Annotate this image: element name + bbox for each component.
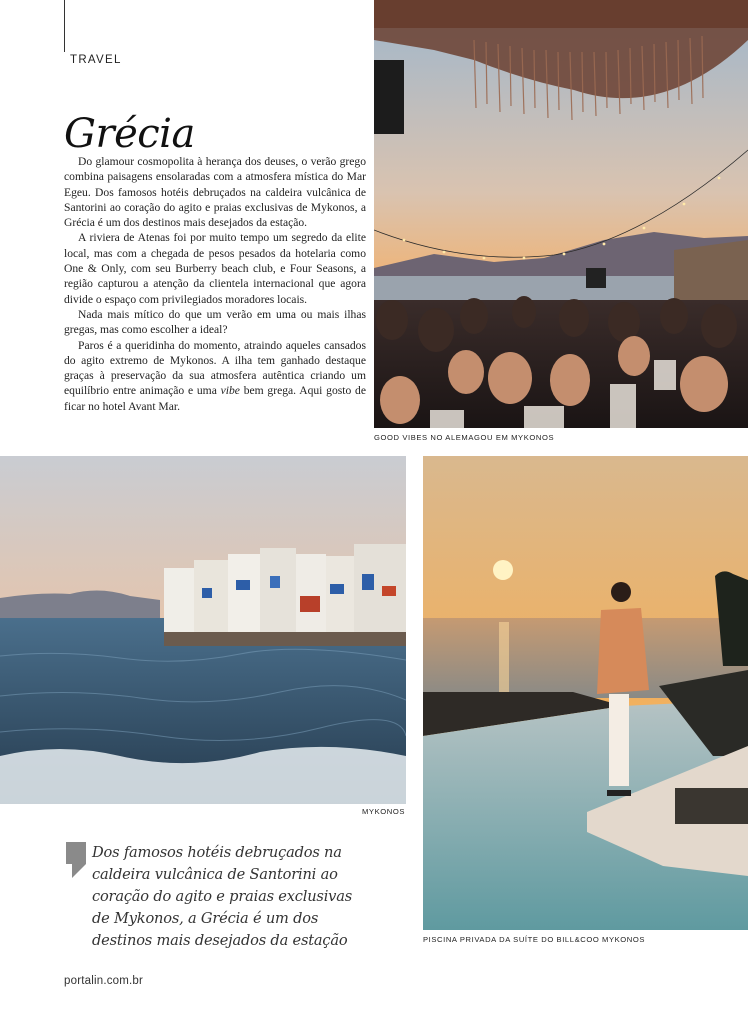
party-caption: GOOD VIBES NO ALEMAGOU EM MYKONOS xyxy=(374,433,555,442)
paragraph-text: Paros é a queridinha do momento, atraindo aqueles cansados do agito extremo de Mykonos. A ilha tem ganhado destaque graças à preservação da sua atmosfera autêntica criando um equilíbrio entre animação e uma xyxy=(64,338,366,398)
mykonos-caption: MYKONOS xyxy=(362,807,406,816)
paragraph: A riviera de Atenas foi por muito tempo um segredo da elite local, mas com a chegada de pesos pesados da hotelaria como One & Only, com seu Burberry beach club, e Four Seasons, a região capturou a atenção da clientela internacional que agora divide o espaço com privilegiados moradores locais. xyxy=(64,231,366,306)
article-body xyxy=(64,154,366,414)
mykonos-photo xyxy=(0,456,406,804)
pool-photo xyxy=(423,456,748,930)
paragraph: Nada mais mítico do que um verão em uma ou mais ilhas gregas, mas como escolher a ideal? xyxy=(64,307,366,337)
section-label: TRAVEL xyxy=(70,54,122,66)
top-rule xyxy=(64,0,65,52)
emphasis-text: vibe xyxy=(220,384,240,398)
footer-url: portalin.com.br xyxy=(64,975,144,987)
pool-caption: PISCINA PRIVADA DA SUÍTE DO BILL&COO MYKONOS xyxy=(423,935,646,944)
article-title: Grécia xyxy=(64,111,195,157)
paragraph-text: bem grega. Aqui gosto de ficar no hotel Avant Mar. xyxy=(64,384,367,413)
quote-mark-icon xyxy=(66,842,86,878)
pull-quote: Dos famosos hotéis debruçados na caldeira vulcânica de Santorini ao coração do agito e praias exclusivas de Mykonos, a Grécia é um dos destinos mais desejados da estação xyxy=(92,844,352,949)
paragraph xyxy=(64,338,366,414)
paragraph: Do glamour cosmopolita à herança dos deuses, o verão grego combina paisagens ensolaradas com a atmosfera mística do Mar Egeu. Dos famosos hotéis debruçados na caldeira vulcânica de Santorini ao coração do agito e praias exclusivas de Mykonos, a Grécia é um dos destinos mais desejados da estação. xyxy=(64,155,366,230)
party-photo xyxy=(374,0,748,428)
